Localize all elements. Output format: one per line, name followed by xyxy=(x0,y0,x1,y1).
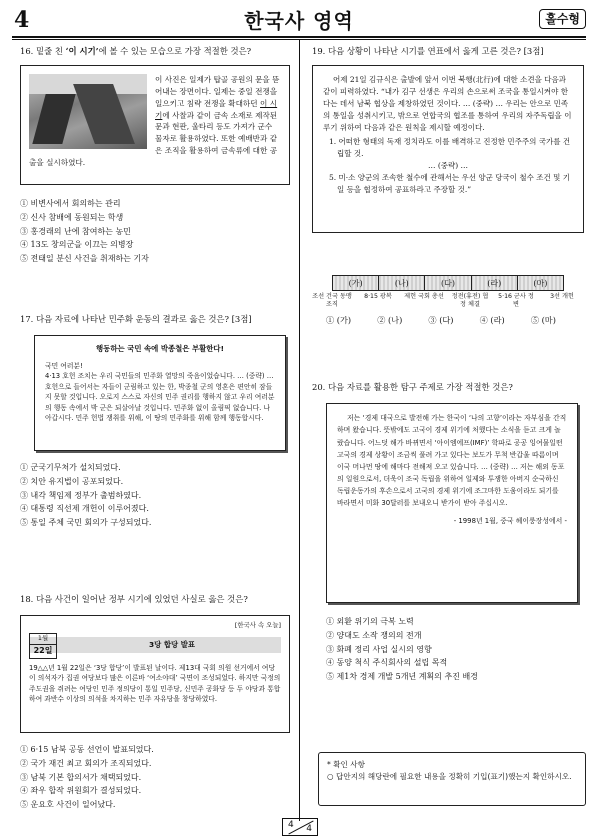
letter-body: 저는 ‘경제 대국으로 발전해 가는 한국이 ‘나의 고향’이라는 자부심을 간직하며 왔습니다. 뜻밖에도 고국이 경제 위기에 처했다는 소식을 듣고 크게 놀랐습니다. 어느덧 해가 바뀌면서 ‘아이엠에프(IMF)’ 학파로 공공 잉여물일떤 고국의 경제 상황이 조금씩 풀려 가고 있다는 보도가 무척 반갑울 따름이며 이국 머나먼 땅에 해마다 전해져 오고 있습니다. … (중략) … 저는 해외 동포의 일원으로서, 더욱이 조국 독립을 위하여 일제와 투쟁한 아버지 순국하신 독립운동가의 후손으로서 고국의 경제 위기에 조그마한 도움이라도 되기를 바라면서 미화 30달러를 보내오니 받가이 받아 주십시오. xyxy=(337,414,567,507)
question-19 xyxy=(312,46,584,233)
page-counter xyxy=(282,818,318,836)
notice-body: ○ 답안지의 해당란에 필요한 내용을 정확히 기입(표기)했는지 확인하시오. xyxy=(327,772,572,782)
question-20-options xyxy=(326,615,584,683)
timeline-bar xyxy=(332,275,564,291)
question-17-stem: 17. 다음 자료에 나타난 민주화 운동의 결과로 옳은 것은? [3점] xyxy=(20,314,252,324)
option[interactable]: ② 국가 재건 최고 회의가 조직되었다. xyxy=(20,758,152,768)
timeline-event: 8·15 광복 xyxy=(364,293,392,300)
option[interactable]: ⑤ 전태일 분신 사건을 취재하는 기자 xyxy=(20,253,149,263)
option[interactable]: ⑤ 운요호 사건이 일어났다. xyxy=(20,799,116,809)
header-rule xyxy=(12,36,586,38)
option[interactable]: ② 신사 참배에 동원되는 학생 xyxy=(20,212,124,222)
option[interactable]: ② 양대도 소작 쟁의의 전개 xyxy=(326,630,422,640)
option[interactable]: ② (나) xyxy=(377,315,403,325)
page-title: 한국사 영역 xyxy=(244,9,354,33)
option[interactable]: ③ 내각 책임제 정부가 출범하였다. xyxy=(20,490,142,500)
question-16 xyxy=(20,46,290,265)
timeline-event: 조선 건국 동맹 조직 xyxy=(312,293,352,308)
timeline-event: 정전(휴전) 협정 체결 xyxy=(451,293,489,308)
option[interactable]: ④ (라) xyxy=(479,315,505,325)
type-badge: 홀수형 xyxy=(539,9,586,29)
timeline-segment: (가) xyxy=(333,276,379,290)
timeline-event: 제헌 국회 총선 xyxy=(404,293,444,300)
question-19-passage xyxy=(312,65,584,233)
park-gate-photo xyxy=(29,74,147,149)
timeline-segment: (다) xyxy=(425,276,471,290)
leaflet-body: 4·13 호헌 조치는 우리 국민들의 민주화 열망의 죽음이었습니다. … (중략) … 호헌으로 들어서는 자들이 군림하고 있는 한, 박종철 군의 영혼은 편안히 잠들지 못할 것입니다. 오로지 스스로 자신의 민주 권리를 행하지 않고 우리 여러분의 행동 속에서 박 군은 되살아날 것입니다. 민주화 없이 올림픽 없습니다. 나아갑시다. 민주 헌법 쟁취를 위해, 이 땅의 민주화를 위해 함께 행동합시다. xyxy=(45,372,275,423)
question-20 xyxy=(312,382,584,683)
total-pages: 4 xyxy=(306,823,312,834)
leaflet-title: 행동하는 국민 속에 박종철은 부활한다! xyxy=(96,344,224,354)
question-19-timeline xyxy=(312,275,582,326)
current-page: 4 xyxy=(288,820,294,830)
timeline-event: 3선 개헌 xyxy=(550,293,574,300)
option[interactable]: ③ 홍경래의 난에 참여하는 농민 xyxy=(20,226,131,236)
option[interactable]: ④ 대통령 직선제 개헌이 이루어졌다. xyxy=(20,504,149,514)
option[interactable]: ③ 화폐 정리 사업 실시의 영향 xyxy=(326,644,432,654)
notice-box xyxy=(318,752,586,806)
option[interactable]: ③ 남북 기본 합의서가 채택되었다. xyxy=(20,772,142,782)
question-17-options xyxy=(20,461,290,529)
question-17-leaflet xyxy=(34,335,286,451)
option[interactable]: ① 6·15 남북 공동 선언이 발표되었다. xyxy=(20,745,154,755)
question-18-stem: 18. 다음 사건이 일어난 정부 시기에 있었던 사실로 옳은 것은? xyxy=(20,594,248,604)
question-19-options xyxy=(326,315,582,326)
option[interactable]: ① 비변사에서 회의하는 관리 xyxy=(20,199,121,209)
source-tag: [한국사 속 오늘] xyxy=(234,621,281,630)
passage-item-5: 5. 미·소 양군의 조속한 철수에 관해서는 우선 양군 당국이 철수 조건 및 기일 등을 협정하여 공표하라고 주장할 것.” xyxy=(329,173,571,195)
timeline-labels xyxy=(312,291,582,313)
question-18-options xyxy=(20,743,290,811)
option[interactable]: ⑤ (마) xyxy=(530,315,556,325)
option[interactable]: ① 외환 위기의 극복 노력 xyxy=(326,617,414,627)
event-body: 19△△년 1월 22일은 ‘3당 합당’이 발표된 날이다. 제13대 국회 의원 선거에서 여당이 의석자가 집권 여당보다 많은 이른바 ‘여소야대’ 국면이 조성되었다. 하지만 국정의 주도권을 쥐려는 여당인 민주 정의당이 통일 민주당, 신민주 공화당 등 두 야당과 통합하여 과반수 이상의 의석을 차지하는 민주 자유당을 창당하였다. xyxy=(29,663,281,704)
passage-mid: … (중략) … xyxy=(427,161,469,171)
option[interactable]: ⑤ 제1차 경제 개발 5개년 계획의 추진 배경 xyxy=(326,671,478,681)
timeline-segment: (마) xyxy=(533,279,548,288)
option[interactable]: ⑤ 통일 주체 국민 회의가 구성되었다. xyxy=(20,517,152,527)
leaflet-greeting: 국민 여러분! xyxy=(45,361,83,370)
timeline-event: 5·16 군사 정변 xyxy=(498,293,534,308)
question-16-stem: 16. 밑줄 친 ‘이 시기’에 볼 수 있는 모습으로 가장 적절한 것은? xyxy=(20,46,252,56)
letter-signature: - 1998년 1월, 중국 헤이룽장성에서 - xyxy=(453,516,567,525)
passage-item-1: 1. 어떠한 형태의 독재 정치라도 이를 배격하고 진정한 민주주의 국가를 건립할 것. xyxy=(329,137,571,159)
notice-title: * 확인 사항 xyxy=(327,760,365,769)
option[interactable]: ④ 13도 창의군을 이끄는 의병장 xyxy=(20,240,134,250)
timeline-segment: (나) xyxy=(379,276,425,290)
question-16-passage: 이 사진은 일제가 탑골 공원의 문을 뜯어내는 장면이다. 일제는 중일 전쟁을 일으키고 침략 전쟁을 확대하던 이 시기에 사찰과 같이 금속 소재로 제작된 문과 현판, 울타리 등도 가져가 군수 물자로 활용하였다. 또한 예배반과 같은 조직을 활용하여 금속류에 대한 공출을 실시하였다. xyxy=(20,65,290,185)
question-20-stem: 20. 다음 자료를 활용한 탐구 주제로 가장 적절한 것은? xyxy=(312,382,513,392)
question-18-passage xyxy=(20,615,290,733)
option[interactable]: ④ 동양 척식 주식회사의 설립 목적 xyxy=(326,658,448,668)
question-20-letter xyxy=(326,403,578,603)
option[interactable]: ① (가) xyxy=(326,315,352,325)
date-box: 1월 22일 xyxy=(29,633,57,658)
question-16-options xyxy=(20,197,290,265)
option[interactable]: ④ 좌우 합작 위원회가 결성되었다. xyxy=(20,786,142,796)
question-17 xyxy=(20,314,290,529)
question-19-stem: 19. 다음 상황이 나타난 시기를 연표에서 옳게 고른 것은? [3점] xyxy=(312,46,544,56)
page-number: 4 xyxy=(14,7,30,33)
option[interactable]: ② 치안 유지법이 공포되었다. xyxy=(20,476,124,486)
question-18 xyxy=(20,594,290,811)
passage-body: 어제 21일 김규식은 출발에 앞서 이번 북행(北行)에 대한 소견을 다음과 같이 피력하였다. “내가 김구 선생은 우리의 손으로써 조국을 통일시켜야 한다는 데서 남북 협상을 제창하였던 것이다. … (중략) … 우리는 안으로 민족의 통일을 성취시키고, 밖으로 연합국의 협조를 통하여 우리의 자주독립을 이루기 위하여 다음과 같은 원칙을 제시할 예정이다. xyxy=(323,75,572,133)
option[interactable]: ① 군국기무처가 설치되었다. xyxy=(20,463,121,473)
column-divider xyxy=(299,40,300,821)
option[interactable]: ③ (다) xyxy=(428,315,454,325)
headline: 3당 합당 발표 xyxy=(29,637,281,652)
timeline-segment: (라) xyxy=(472,276,518,290)
